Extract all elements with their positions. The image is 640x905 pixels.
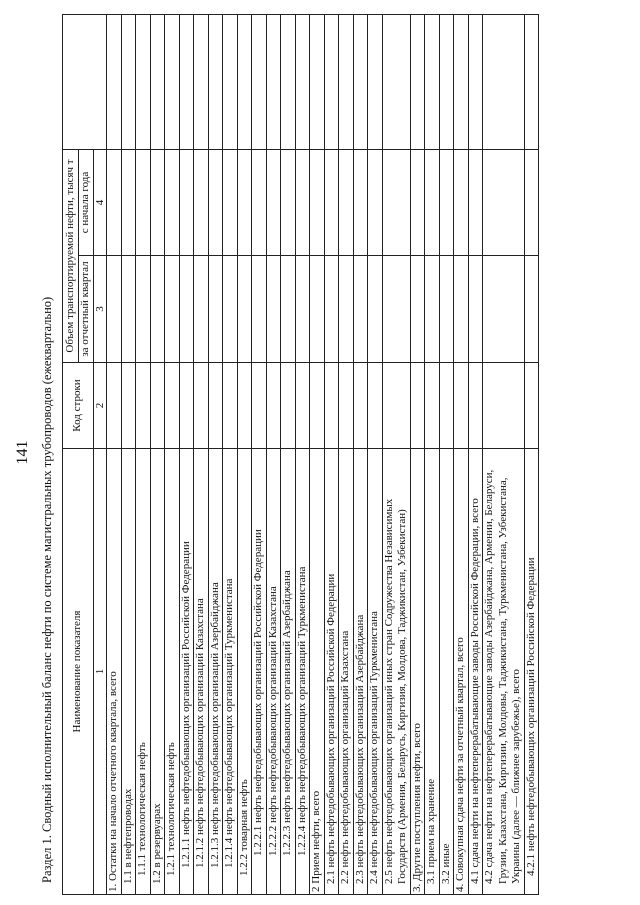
row-label: 2 Прием нефти, всего [310,449,325,895]
row-cell [339,14,354,149]
table-row [281,14,296,894]
row-label: 1.2.2.4 нефть нефтедобывающих организаций Туркменистана [295,449,310,895]
row-cell [353,363,368,449]
row-cell [368,256,383,363]
row-cell [454,149,469,255]
row-cell [194,256,209,363]
row-label: 1.2.1.3 нефть нефтедобывающих организаций Азербайджана [208,449,223,895]
row-cell [310,256,325,363]
row-cell [382,363,410,449]
row-cell [150,14,165,149]
row-cell [266,14,281,149]
table-row [165,14,180,894]
row-label: 1.2.2.3 нефть нефтедобывающих организаций Азербайджана [281,449,296,895]
row-cell [252,256,267,363]
table-row [483,14,525,894]
row-cell [150,256,165,363]
row-label: 4.2.1 нефть нефтедобывающих организаций Российской Федерации [524,449,539,895]
row-cell [310,363,325,449]
table-row [524,14,539,894]
table-body [107,14,539,894]
table-row [179,14,194,894]
row-label: 1. Остатки на начало отчетного квартала, всего [107,449,122,895]
row-cell [281,149,296,255]
row-cell [281,363,296,449]
table-row [439,14,454,894]
table-row [425,14,440,894]
row-cell [339,363,354,449]
table-row [353,14,368,894]
row-cell [468,363,483,449]
table-row [295,14,310,894]
table-row [136,14,151,894]
row-cell [425,149,440,255]
row-cell [121,14,136,149]
row-label: 1.2.2 товарная нефть [237,449,252,895]
row-cell [410,149,425,255]
header-name: Наименование показателя [63,449,94,895]
row-cell [295,363,310,449]
row-cell [353,149,368,255]
row-cell [281,14,296,149]
row-cell [121,149,136,255]
row-cell [208,14,223,149]
header-quarter: за отчетный квартал [78,256,94,363]
table-row [410,14,425,894]
row-cell [382,14,410,149]
table-row [454,14,469,894]
row-cell [107,256,122,363]
row-cell [483,256,525,363]
row-cell [295,149,310,255]
page-number: 141 [14,440,31,465]
row-cell [252,149,267,255]
row-cell [353,256,368,363]
row-cell [483,14,525,149]
row-cell [136,149,151,255]
row-label: 2.3 нефть нефтедобывающих организаций Азербайджана [353,449,368,895]
row-cell [368,149,383,255]
row-cell [150,149,165,255]
row-label: 1.2.1.4 нефть нефтедобывающих организаций Туркменистана [223,449,238,895]
row-cell [281,256,296,363]
row-cell [252,14,267,149]
row-cell [439,14,454,149]
row-cell [223,149,238,255]
row-label: 2.2 нефть нефтедобывающих организаций Казахстана [339,449,354,895]
row-cell [121,363,136,449]
row-cell [339,149,354,255]
row-cell [368,363,383,449]
row-cell [324,14,339,149]
row-cell [266,363,281,449]
row-cell [194,363,209,449]
row-cell [295,14,310,149]
row-label: 2.1 нефть нефтедобывающих организаций Российской Федерации [324,449,339,895]
row-label: 1.1 в нефтепроводах [121,449,136,895]
row-cell [237,256,252,363]
header-empty [63,14,107,149]
header-year: с начала года [78,149,94,255]
table-row [121,14,136,894]
row-cell [454,256,469,363]
row-cell [324,149,339,255]
row-label: 1.2.1.2 нефть нефтедобывающих организаций Казахстана [194,449,209,895]
row-label: 2.5 нефть нефтедобывающих организаций иных стран Содружества Независимых Государств (Армения, Беларусь, Киргизия, Молдова, Таджикистан, Узбекистан) [382,449,410,895]
row-cell [425,14,440,149]
row-label: 1.2.2.1 нефть нефтедобывающих организаций Российской Федерации [252,449,267,895]
row-label: 3.2 иные [439,449,454,895]
row-cell [165,363,180,449]
row-cell [425,256,440,363]
row-label: 4.1 сдача нефти на нефтеперерабатывающие заводы Российской Федерации, всего [468,449,483,895]
row-cell [310,149,325,255]
row-label: 3. Другие поступления нефти, всего [410,449,425,895]
row-label: 4.2 сдача нефти на нефтеперерабатывающие заводы Азербайджана, Армении, Беларуси, Грузии, Казахстана, Киргизии, Молдовы, Таджикистана, Туркменистана, Узбекистана, Украины (далее — ближнее зарубежье), всего [483,449,525,895]
row-cell [368,14,383,149]
row-cell [324,363,339,449]
row-cell [266,256,281,363]
row-label: 1.2 в резервуарах [150,449,165,895]
row-cell [339,256,354,363]
row-cell [468,256,483,363]
row-cell [524,363,539,449]
row-cell [468,14,483,149]
row-cell [252,363,267,449]
row-cell [483,363,525,449]
table-row [324,14,339,894]
row-label: 1.2.1 технологическая нефть [165,449,180,895]
row-cell [107,149,122,255]
row-cell [237,363,252,449]
row-cell [382,256,410,363]
row-cell [223,256,238,363]
row-cell [179,256,194,363]
row-cell [223,14,238,149]
table-row [310,14,325,894]
table-row [382,14,410,894]
row-label: 1.2.1.1 нефть нефтедобывающих организаций Российской Федерации [179,449,194,895]
row-cell [107,363,122,449]
row-cell [136,256,151,363]
table-row [223,14,238,894]
table-row [237,14,252,894]
row-cell [179,363,194,449]
row-cell [208,256,223,363]
row-cell [150,363,165,449]
table-row [252,14,267,894]
header-volume: Объем транспортируемой нефти, тысяч т [63,149,79,362]
header-code: Код строки [63,363,94,449]
row-cell [179,14,194,149]
row-cell [208,363,223,449]
row-cell [410,363,425,449]
row-cell [136,14,151,149]
table-row [468,14,483,894]
row-label: 3.1 прием на хранение [425,449,440,895]
row-cell [295,256,310,363]
row-cell [266,149,281,255]
row-cell [208,149,223,255]
row-cell [454,363,469,449]
table-row [194,14,209,894]
row-label: 2.4 нефть нефтедобывающих организаций Туркменистана [368,449,383,895]
row-cell [382,149,410,255]
header-num-4: 4 [94,149,107,255]
row-cell [425,363,440,449]
table-row [208,14,223,894]
row-cell [165,14,180,149]
row-cell [237,14,252,149]
table-row [150,14,165,894]
row-cell [223,363,238,449]
table-row [266,14,281,894]
row-cell [524,256,539,363]
row-cell [179,149,194,255]
row-cell [483,149,525,255]
row-cell [524,149,539,255]
table-row [339,14,354,894]
row-cell [468,149,483,255]
row-cell [410,256,425,363]
row-cell [121,256,136,363]
row-cell [439,256,454,363]
row-label: 4. Совокупная сдача нефти за отчетный квартал, всего [454,449,469,895]
row-label: 1.2.2.2 нефть нефтедобывающих организаций Казахстана [266,449,281,895]
row-label: 1.1.1 технологическая нефть [136,449,151,895]
row-cell [410,14,425,149]
table-row [368,14,383,894]
header-num-1: 1 [94,449,107,895]
row-cell [165,256,180,363]
row-cell [237,149,252,255]
row-cell [310,14,325,149]
row-cell [439,149,454,255]
balance-table [62,14,539,895]
row-cell [107,14,122,149]
row-cell [165,149,180,255]
row-cell [194,14,209,149]
row-cell [353,14,368,149]
table-row [107,14,122,894]
header-num-3: 3 [94,256,107,363]
row-cell [194,149,209,255]
row-cell [454,14,469,149]
row-cell [136,363,151,449]
section-title: Раздел 1. Сводный исполнительный баланс нефти по системе магистральных трубопроводов (ежеквартально) [40,296,54,883]
row-cell [324,256,339,363]
row-cell [524,14,539,149]
header-num-2: 2 [94,363,107,449]
row-cell [439,363,454,449]
